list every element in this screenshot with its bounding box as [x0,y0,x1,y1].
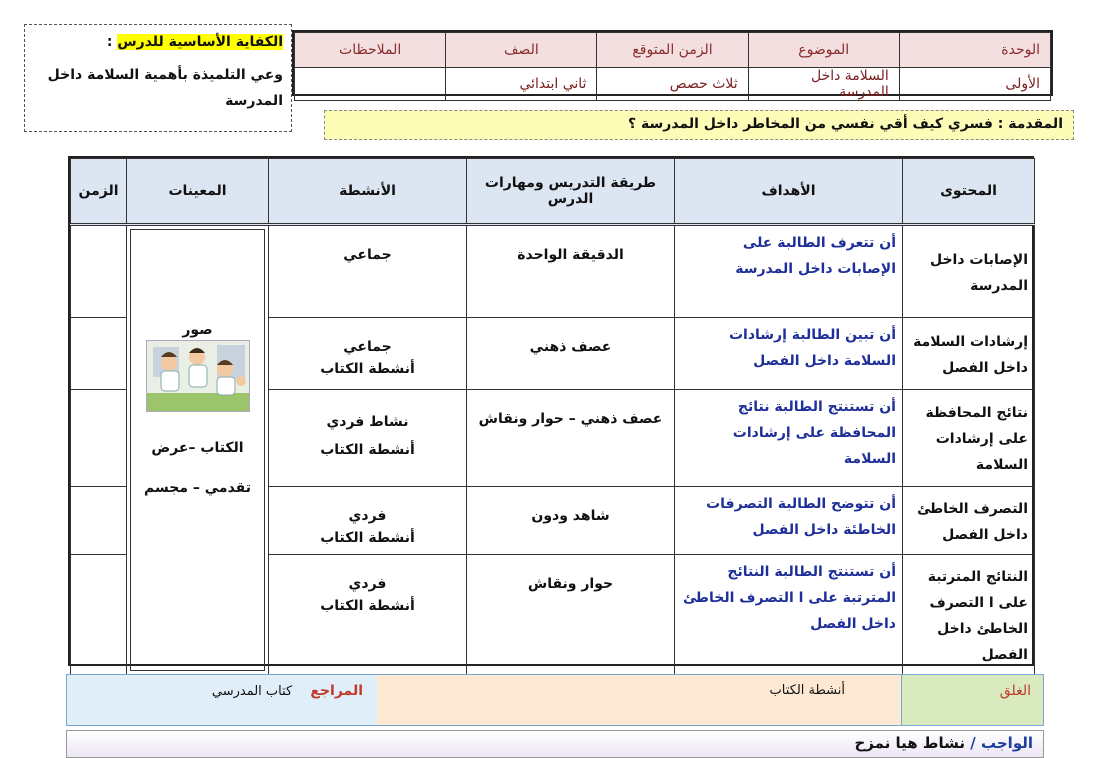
references-text: كتاب المدرسي [211,684,293,699]
row-method: عصف ذهني [467,318,675,389]
row-method: شاهد ودون [467,487,675,555]
aids-box [130,229,265,671]
row-goal: أن تتوضح الطالبة التصرفات الخاطئة داخل الفصل [675,487,903,555]
row-activity-book: أنشطة الكتاب [320,441,415,458]
table-row [71,225,1035,318]
row-content: التصرف الخاطئ داخل الفصل [903,487,1035,555]
references [67,675,377,725]
row-content: إرشادات السلامة داخل الفصل [903,318,1035,389]
references-label: المراجع [310,683,363,699]
closing-section [66,674,1044,726]
row-time [71,389,127,487]
header-topic: الموضوع [748,33,899,68]
closing-label: الغلق [901,675,1043,725]
lesson-info-table [292,30,1053,100]
competency-title: الكفاية الأساسية للدرس [117,34,283,50]
value-unit: الأولى [899,68,1050,101]
row-activity-book: أنشطة الكتاب [320,598,415,615]
col-header-aids: المعينات [127,159,269,225]
row-activity [269,318,467,389]
row-activity [269,225,467,318]
lesson-introduction: المقدمة : فسري كيف أقي نفسي من المخاطر داخل المدرسة ؟ [324,110,1074,140]
competency-colon: : [106,34,118,50]
col-header-method: طريقة التدريس ومهارات الدرس [467,159,675,225]
lesson-plan-table [68,156,1034,666]
homework-label: الواجب / [970,734,1033,752]
row-activity [269,389,467,487]
row-goal: أن تبين الطالبة إرشادات السلامة داخل الفصل [675,318,903,389]
row-time [71,555,127,675]
row-time [71,487,127,555]
row-time [71,318,127,389]
row-activity-type: نشاط فردي [326,413,409,430]
closing-text: أنشطة الكتاب [375,675,901,725]
row-method: الدقيقة الواحدة [467,225,675,318]
row-goal: أن تستنتج الطالبة نتائج المحافظة على إرشادات السلامة [675,389,903,487]
row-content: نتائج المحافظة على إرشادات السلامة [903,389,1035,487]
aids-line-2: تقدمي – مجسم [144,480,251,496]
row-activity [269,555,467,675]
row-activity-type: فردي [348,508,387,525]
col-header-activities: الأنشطة [269,159,467,225]
row-activity-book: أنشطة الكتاب [320,361,415,378]
row-method: حوار ونقاش [467,555,675,675]
aids-cell [127,225,269,675]
row-content: الإصابات داخل المدرسة [903,225,1035,318]
row-activity-book: أنشطة الكتاب [320,530,415,547]
row-method: عصف ذهني – حوار ونقاش [467,389,675,487]
core-competency-box [24,24,292,132]
aids-images-label: صور [182,322,213,338]
header-expected-time: الزمن المتوقع [597,33,748,68]
row-content: النتائج المترتبة على ا التصرف الخاطئ داخل الفصل [903,555,1035,675]
row-activity-type: جماعي [343,339,392,356]
col-header-goals: الأهداف [675,159,903,225]
header-grade: الصف [446,33,597,68]
header-unit: الوحدة [899,33,1050,68]
homework-bar [66,730,1044,758]
row-time [71,225,127,318]
row-activity [269,487,467,555]
aids-line-1: الكتاب –عرض [151,440,244,456]
header-notes: الملاحظات [295,33,446,68]
children-playing-image [146,340,250,412]
col-header-time: الزمن [71,159,127,225]
row-activity-type: فردي [348,576,387,593]
competency-body: وعي التلميذة بأهمية السلامة داخل المدرسة [47,67,283,109]
value-topic: السلامة داخل المدرسة [748,68,899,101]
homework-text: نشاط هيا نمزح [854,734,966,752]
row-goal: أن تتعرف الطالبة على الإصابات داخل المدرسة [675,225,903,318]
row-goal: أن تستنتج الطالبة النتائج المترتبة على ا التصرف الخاطئ داخل الفصل [675,555,903,675]
value-expected-time: ثلاث حصص [597,68,748,101]
value-grade: ثاني ابتدائي [446,68,597,101]
row-activity-type: جماعي [343,247,392,263]
col-header-content: المحتوى [903,159,1035,225]
value-notes [295,68,446,101]
